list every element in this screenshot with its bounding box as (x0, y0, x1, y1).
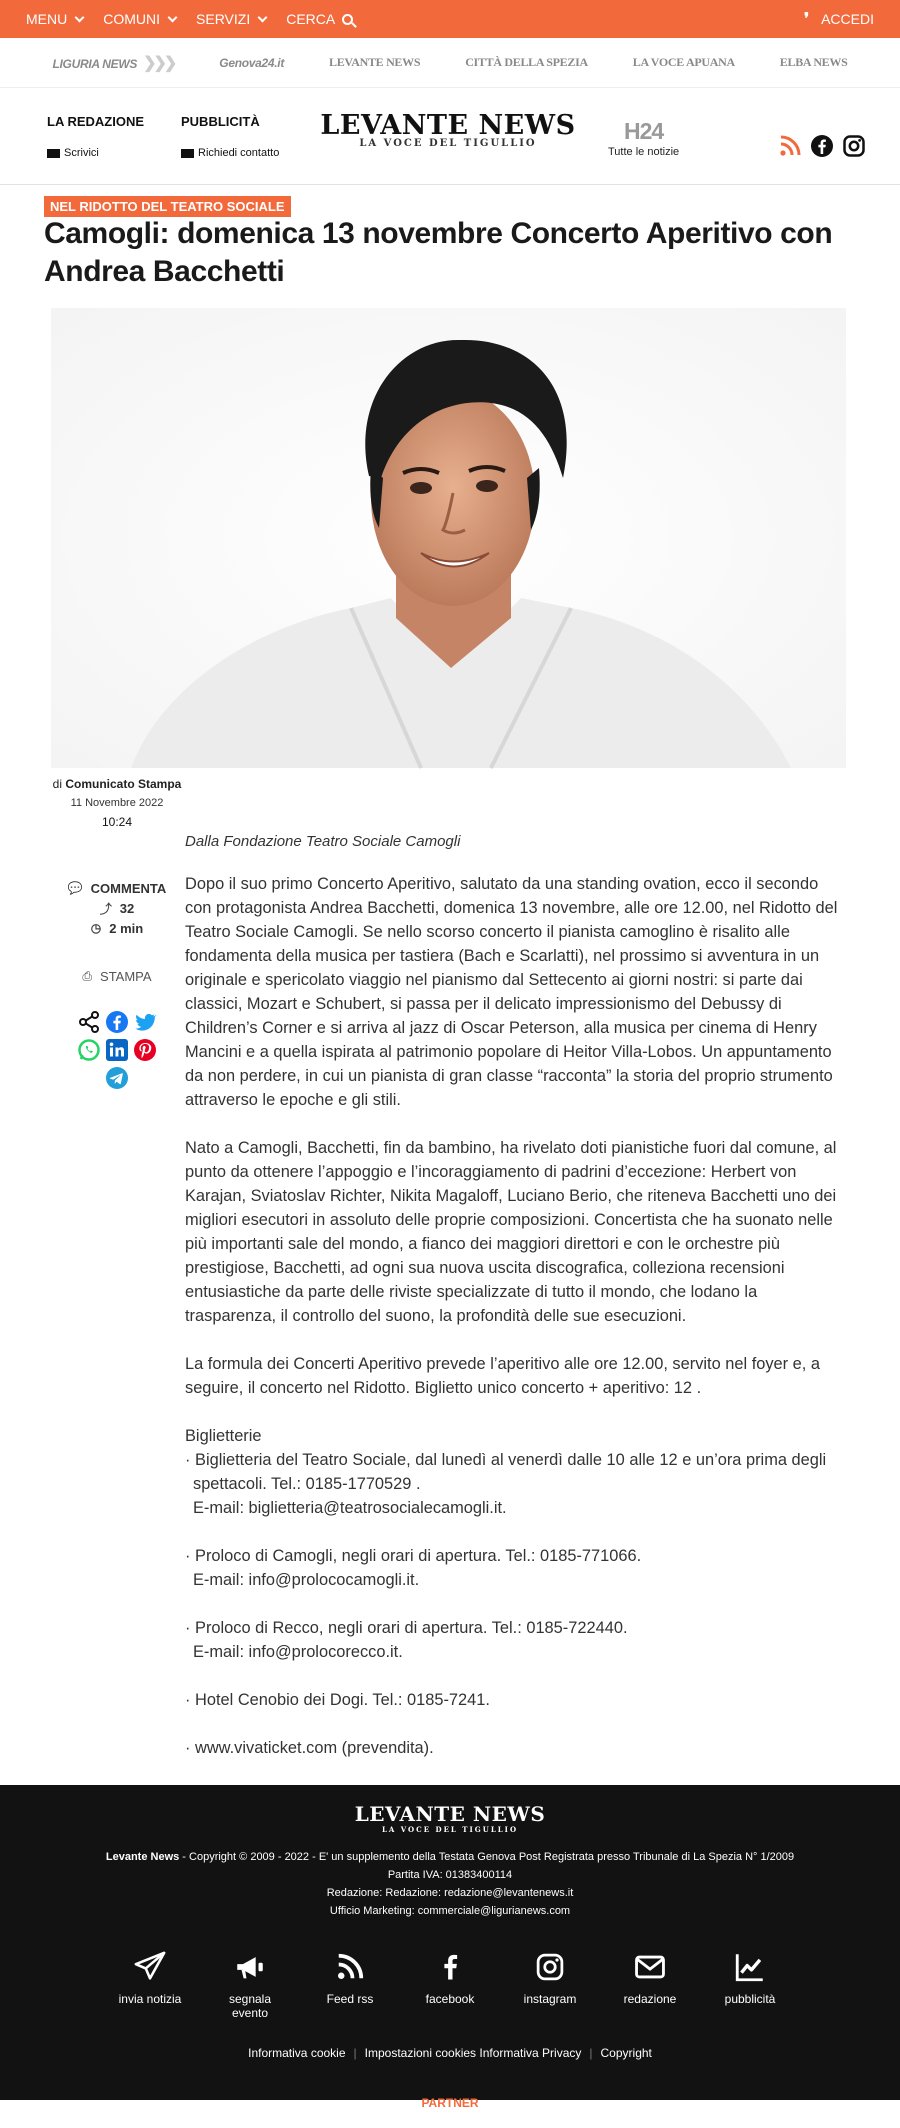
rss-icon[interactable] (778, 134, 802, 158)
telegram-share-icon[interactable] (105, 1066, 129, 1090)
redazione-link[interactable] (615, 1950, 685, 2020)
h24-link[interactable] (608, 118, 679, 158)
article-date: 11 Novembre 2022 (70, 797, 164, 809)
comuni-label: COMUNI (103, 11, 161, 27)
scrivici-link[interactable] (47, 147, 144, 159)
article-body (185, 830, 845, 1760)
comment-icon: 💬 (67, 881, 83, 895)
partner-label: PARTNER (421, 2096, 479, 2110)
logo-main-text: LEVANTE NEWS (320, 110, 576, 141)
tickets-heading: Biglietterie (185, 1427, 262, 1445)
instagram-link[interactable] (515, 1950, 585, 2020)
redazione-title: LA REDAZIONE (47, 114, 145, 129)
cookie-policy-link[interactable]: Informativa cookie (248, 2046, 346, 2060)
article-lead: Dalla Fondazione Teatro Sociale Camogli (185, 833, 461, 850)
facebook-link[interactable] (415, 1950, 485, 2020)
envelope-icon (181, 149, 194, 158)
network-sites-strip (0, 38, 900, 88)
redazione-label: redazione (623, 1992, 677, 2006)
article-category-badge[interactable]: NEL RIDOTTO DEL TEATRO SOCIALE (44, 196, 291, 217)
share-buttons (69, 1010, 165, 1090)
ticket-email: E-mail: biglietteria@teatrosocialecamogli.it. (193, 1499, 507, 1517)
h24-mark: H24 (623, 118, 664, 144)
ticket-line: · www.vivaticket.com (prevendita). (185, 1739, 434, 1757)
site-liguria-news[interactable] (52, 53, 174, 73)
chart-line-icon (733, 1950, 767, 1984)
user-icon: ❜ (803, 11, 810, 28)
twitter-share-icon[interactable] (133, 1010, 157, 1034)
privacy-settings-link[interactable]: Impostazioni cookies Informativa Privacy (364, 2046, 582, 2060)
pubblicita-link[interactable] (715, 1950, 785, 2020)
article-title: Camogli: domenica 13 novembre Concerto Aperitivo con Andrea Bacchetti (44, 217, 833, 288)
chevron-down-icon (258, 12, 268, 22)
footer-copyright: - Copyright © 2009 - 2022 - E' un supplemento della Testata Genova Post Registrata presso Tribunale di La Spezia N° 1/2009 (179, 1851, 795, 1863)
print-button[interactable] (52, 966, 182, 986)
separator: | (353, 2046, 357, 2060)
copyright-link[interactable]: Copyright (600, 2046, 652, 2060)
read-time (52, 918, 182, 938)
top-nav-bar (0, 0, 900, 38)
separator: | (589, 2046, 593, 2060)
footer-logo-main: LEVANTE NEWS (354, 1802, 546, 1826)
instagram-icon (535, 1950, 565, 1984)
footer-logo-sub: LA VOCE DEL TIGULLIO (381, 1825, 519, 1834)
envelope-icon (633, 1950, 667, 1984)
megaphone-icon (233, 1950, 267, 1984)
contatto-label: Richiedi contatto (198, 147, 280, 159)
read-time-value: 2 min (109, 920, 144, 936)
article-paragraph: La formula dei Concerti Aperitivo prevede l’aperitivo alle ore 12.00, servito nel foyer e, a seguire, il concerto nel Ridotto. Biglietto unico concerto + aperitivo: 12 . (185, 1355, 821, 1397)
author-name[interactable]: Comunicato Stampa (65, 777, 182, 791)
pubblicita-label: pubblicità (724, 1992, 776, 2006)
footer-icon-links (0, 1950, 900, 2020)
site-liguria-news-label: LIGURIA NEWS (52, 56, 138, 71)
search-icon (342, 14, 353, 25)
login-button[interactable] (804, 9, 874, 29)
ticket-line: · Proloco di Recco, negli orari di apertura. Tel.: 0185-722440. (185, 1619, 628, 1637)
invia-notizia-label: invia notizia (118, 1992, 182, 2006)
servizi-dropdown[interactable] (196, 11, 266, 27)
social-links (778, 134, 866, 158)
comment-button[interactable] (52, 878, 182, 898)
article-tools (52, 878, 182, 1090)
footer-brand: Levante News (105, 1851, 180, 1863)
h24-label: Tutte le notizie (608, 146, 680, 158)
ticket-line: · Biglietteria del Teatro Sociale, dal lunedì al venerdì dalle 10 alle 12 e un’ora prima degli (185, 1451, 827, 1469)
menu-label: MENU (26, 11, 68, 27)
site-footer (0, 1785, 900, 2128)
chevrons-icon: ❯❯❯ (143, 54, 175, 72)
linkedin-share-icon[interactable] (105, 1038, 129, 1062)
site-genova24[interactable]: Genova24.it (219, 55, 285, 70)
byline-prefix: di (52, 777, 62, 791)
login-label: ACCEDI (821, 11, 874, 27)
redazione-block (47, 114, 144, 159)
footer-marketing: Ufficio Marketing: commerciale@ligurianews.com (329, 1905, 571, 1917)
article-byline (52, 775, 182, 832)
instagram-icon[interactable] (842, 134, 866, 158)
ticket-line: · Proloco di Camogli, negli orari di apertura. Tel.: 0185-771066. (185, 1547, 642, 1565)
facebook-icon[interactable] (810, 134, 834, 158)
chevron-down-icon (168, 12, 178, 22)
clock-icon: ◷ (90, 921, 102, 935)
ticket-email: E-mail: info@prolocorecco.it. (193, 1643, 403, 1661)
pinterest-share-icon[interactable] (133, 1038, 157, 1062)
site-levante-news[interactable]: LEVANTE NEWS (329, 55, 421, 69)
servizi-label: SERVIZI (196, 11, 251, 27)
scrivici-label: Scrivici (64, 147, 99, 159)
site-elba-news[interactable]: ELBA NEWS (779, 55, 848, 69)
menu-dropdown[interactable] (26, 11, 83, 27)
article-paragraph: Nato a Camogli, Bacchetti, fin da bambino, ha rivelato doti pianistiche fuori dal comune, al punto da ottenere l’appoggio e l’incoraggiamento di padrini d’eccezione: Herbert von Karajan, Sviatoslav Richter, Nikita Magaloff, Luciano Berio, che riteneva Bacchetti uno dei migliori esecutori in assoluto delle proprie composizioni. Concertista che ha suonato nelle più importanti sale del mondo, a fianco dei maggiori direttori e con le orchestre più prestigiose, Bacchetti, ad ogni sua nuova uscita discografica, colleziona recensioni entusiastiche da parte delle riviste specializzate di tutto il mondo, che lodano la trasparenza, il controllo del suono, la profondità delle sue esecuzioni. (185, 1139, 837, 1325)
ticket-line: · Hotel Cenobio dei Dogi. Tel.: 0185-7241. (185, 1691, 490, 1709)
logo-sub-text: LA VOCE DEL TIGULLIO (359, 138, 537, 149)
feed-rss-link[interactable] (315, 1950, 385, 2020)
chevron-down-icon (75, 12, 85, 22)
invia-notizia-link[interactable] (115, 1950, 185, 2020)
comment-label: COMMENTA (90, 880, 167, 896)
print-label: STAMPA (100, 968, 152, 984)
article-photo (51, 308, 846, 768)
article-time: 10:24 (101, 815, 133, 829)
feed-rss-label: Feed rss (326, 1992, 374, 2006)
site-header (0, 88, 900, 185)
footer-redazione: Redazione: Redazione: redazione@levantenews.it (326, 1887, 574, 1899)
facebook-share-icon[interactable] (105, 1010, 129, 1034)
facebook-icon (435, 1950, 465, 1984)
whatsapp-share-icon[interactable] (77, 1038, 101, 1062)
footer-logo[interactable] (0, 1803, 900, 1834)
site-voce-apuana[interactable]: LA VOCE APUANA (632, 55, 735, 69)
envelope-icon (47, 149, 60, 158)
footer-piva: Partita IVA: 01383400114 (387, 1869, 513, 1881)
segnala-evento-link[interactable] (215, 1950, 285, 2020)
partner-name[interactable]: PressComm Tech (402, 2114, 498, 2128)
contatto-link[interactable] (181, 147, 279, 159)
article-paragraph: Dopo il suo primo Concerto Aperitivo, salutato da una standing ovation, ecco il secondo con protagonista Andrea Bacchetti, domenica 13 novembre, alle ore 12.00, nel Ridotto del Teatro Sociale Camogli. Se nello scorso concerto il pianista camoglino è risalito alle fondamenta della musica per tastiera (Bach e Scarlatti), nel prossimo si avventura in un originale e spericolato viaggio nel pianismo dal Settecento ai giorni nostri: si parte dai classici, Mozart e Schubert, si passa per il delicato impressionismo del Debussy di Children’s Corner e si arriva al jazz di Oscar Peterson, alla musica per cinema di Henry Mancini e a quella ispirata al patrimonio popolare di Heitor Villa-Lobos. Un appuntamento da non perdere, in cui un pianista di gran classe “racconta” la storia del proprio strumento attraverso le epoche e gli stili. (185, 875, 838, 1109)
footer-info (0, 1848, 900, 1920)
search-button[interactable] (286, 11, 353, 27)
pubblicita-block (181, 114, 279, 159)
search-label: CERCA (286, 11, 336, 27)
share-count (52, 898, 182, 918)
comuni-dropdown[interactable] (103, 11, 176, 27)
footer-legal-links (0, 2046, 900, 2060)
instagram-label: instagram (523, 1992, 577, 2006)
paper-plane-icon (133, 1950, 167, 1984)
rss-icon (335, 1950, 365, 1984)
facebook-label: facebook (425, 1992, 475, 2006)
segnala-evento-label: segnala evento (228, 1992, 272, 2020)
ticket-email: E-mail: info@prolococamogli.it. (193, 1571, 420, 1589)
share-network-icon[interactable] (77, 1010, 101, 1034)
site-citta-della-spezia[interactable]: CITTÀ DELLA SPEZIA (465, 55, 588, 69)
site-logo[interactable] (318, 112, 578, 149)
pubblicita-title: PUBBLICITÀ (181, 114, 260, 129)
printer-icon: ⎙ (82, 968, 93, 983)
ticket-line: spettacoli. Tel.: 0185-1770529 . (193, 1475, 421, 1493)
share-count-value: 32 (119, 900, 135, 916)
share-icon: ⤴ (99, 901, 112, 916)
